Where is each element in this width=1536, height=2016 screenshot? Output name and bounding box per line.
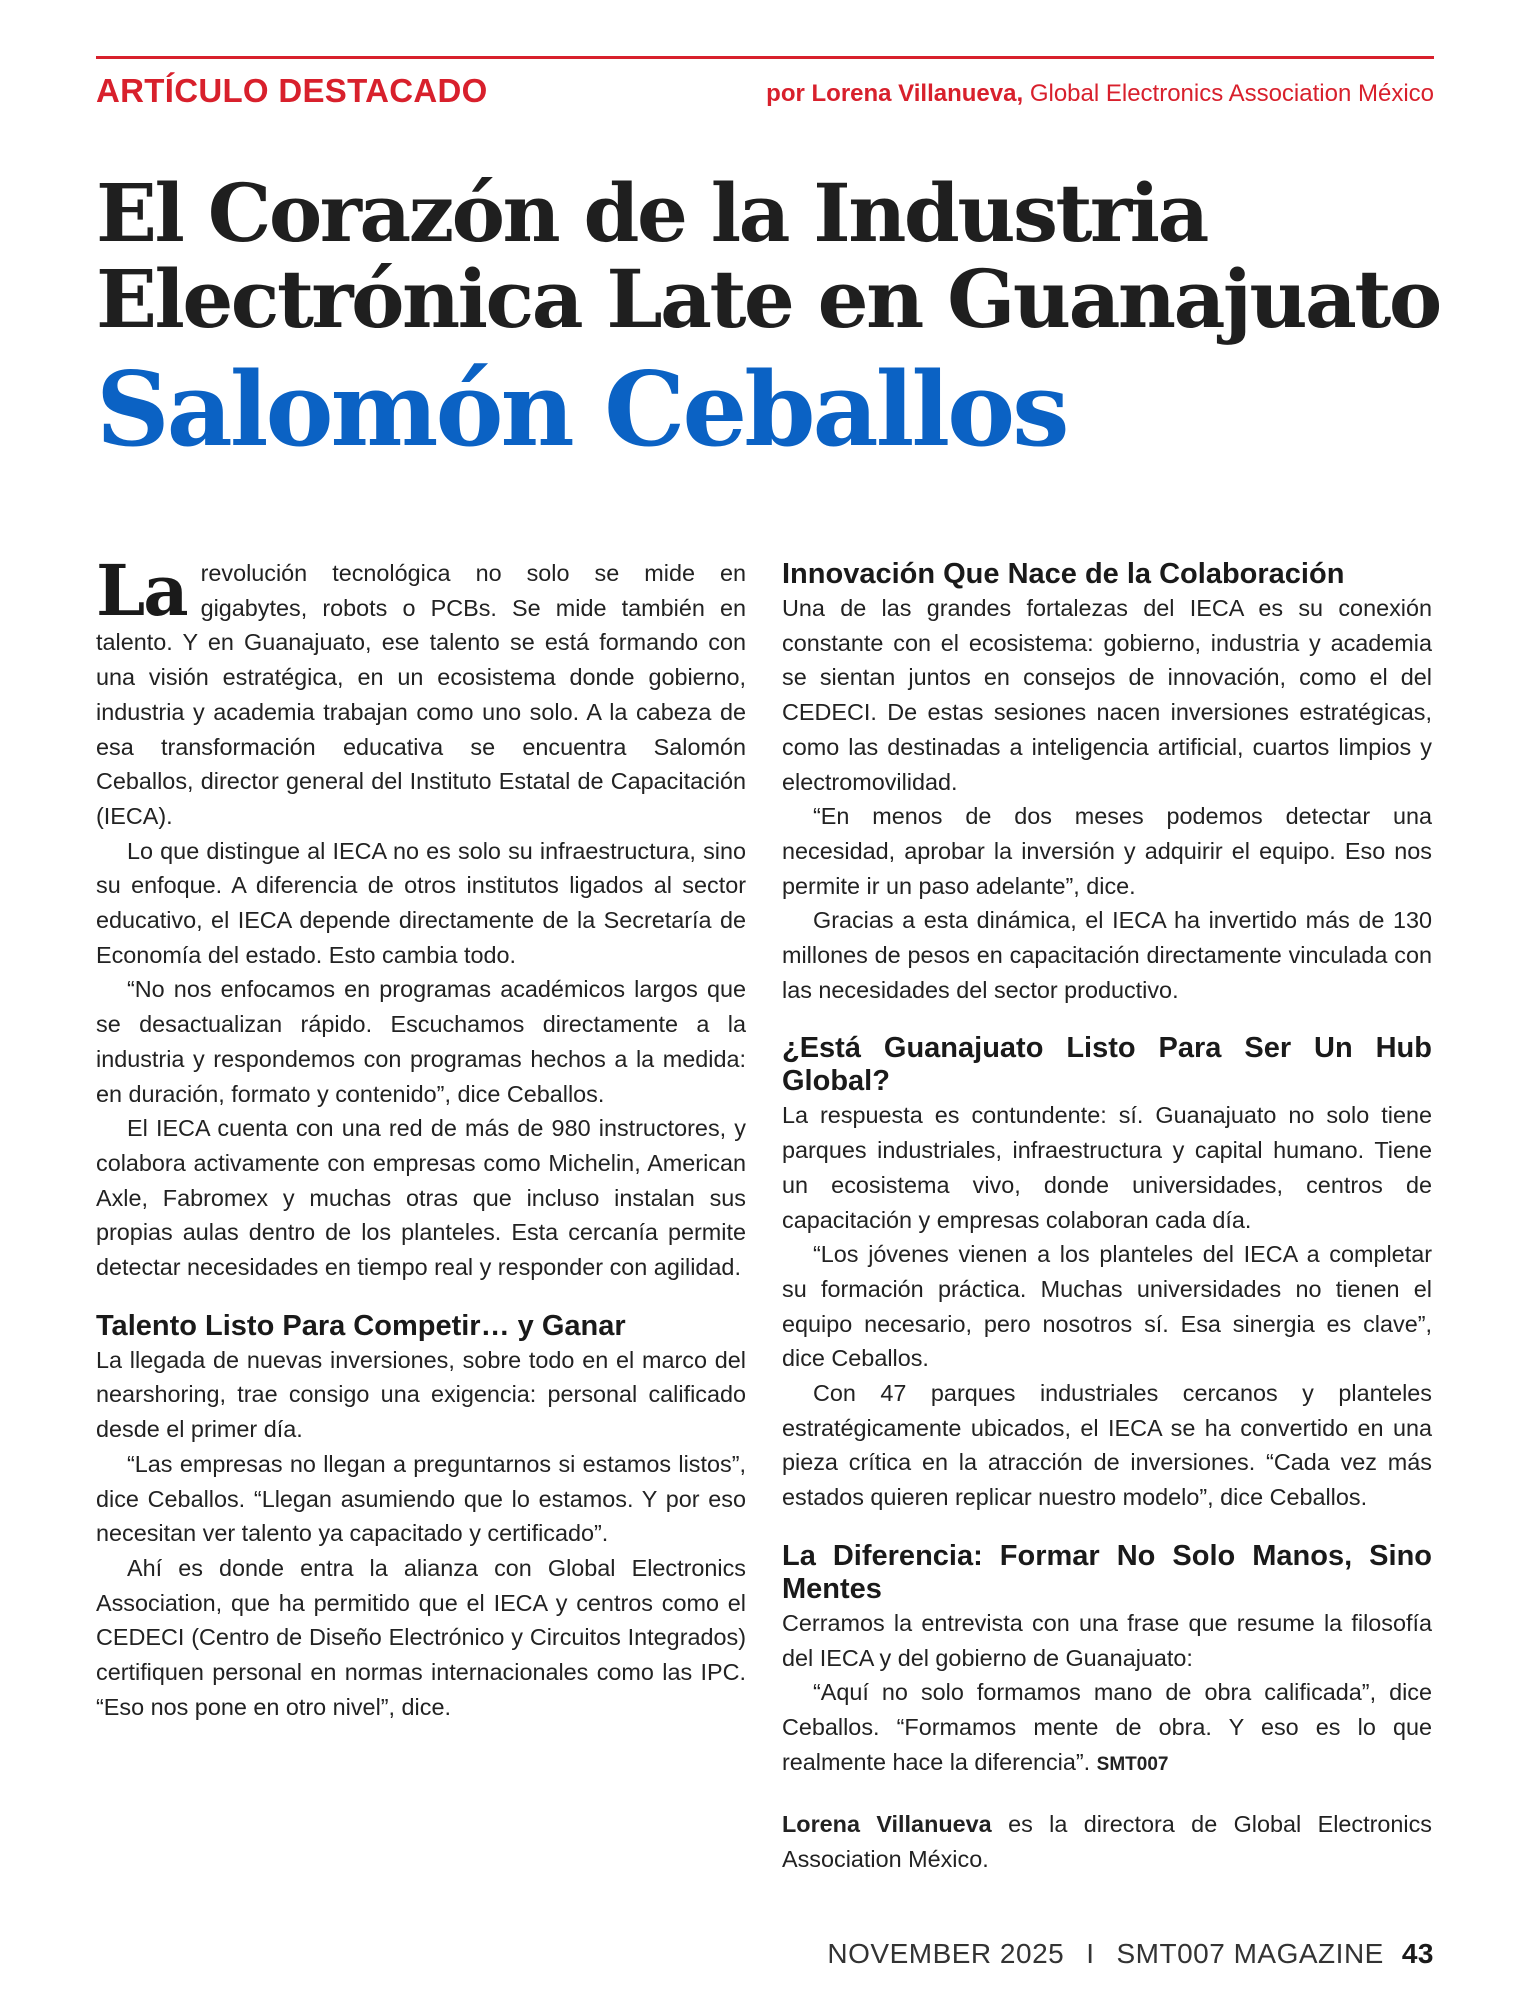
byline-author: por Lorena Villanueva, [766,80,1024,107]
body-paragraph: “No nos enfocamos en programas académicos largos que se desactualizan rápido. Escuchamos directamente a la industria y respondemos con programas hechos a la medida: en duración, formato y contenido”, dice Ceballos. [96,976,746,1107]
article-headline [96,166,1456,346]
headline-line-1: El Corazón de la Industria [96,166,1207,260]
intro-text: revolución tecnológica no solo se mide en gigabytes, robots o PCBs. Se mide también en talento. Y en Guanajuato, ese talento se está formando con una visión estratégica, en un ecosistema donde gobierno, industria y academia trabajan como uno solo. A la cabeza de esa transformación educativa se encuentra Salomón Ceballos, director general del Instituto Estatal de Capacitación (IECA). [96,560,746,829]
body-paragraph: Cerramos la entrevista con una frase que resume la filosofía del IECA y del gobierno de Guanajuato: [782,1609,1432,1671]
body-paragraph [782,1675,1432,1782]
body-paragraph: “Las empresas no llegan a preguntarnos si estamos listos”, dice Ceballos. “Llegan asumiendo que lo estamos. Y por eso necesitan ver talento ya capacitado y certificado”. [96,1450,746,1547]
drop-cap: La [96,549,187,632]
footer-magazine: SMT007 MAGAZINE [1116,1938,1384,1969]
closing-quote: “Aquí no solo formamos mano de obra calificada”, dice Ceballos. “Formamos mente de obra. Y eso es lo que realmente hace la diferencia”. [782,1679,1432,1775]
body-paragraph: “Los jóvenes vienen a los planteles del IECA a completar su formación práctica. Muchas universidades no tienen el equipo necesario, pero nosotros sí. Esa sinergia es clave”, dice Ceballos. [782,1241,1432,1372]
page-footer [827,1938,1434,1970]
footer-issue: NOVEMBER 2025 [827,1938,1065,1969]
headline-line-2: Electrónica Late en Guanajuato [96,252,1440,346]
section-heading: Talento Listo Para Competir… y Ganar [96,1309,626,1342]
bio-name: Lorena Villanueva [782,1811,992,1838]
body-paragraph: Gracias a esta dinámica, el IECA ha invertido más de 130 millones de pesos en capacitación directamente vinculada con las necesidades del sector productivo. [782,907,1432,1003]
byline [766,80,1434,108]
intro-paragraph [96,549,746,834]
body-paragraph: La respuesta es contundente: sí. Guanajuato no solo tiene parques industriales, infraestructura y capital humano. Tiene un ecosistema vivo, donde universidades, centros de capacitación y empresas colaboran cada día. [782,1102,1432,1233]
section-kicker: ARTÍCULO DESTACADO [96,72,488,109]
body-paragraph: “En menos de dos meses podemos detectar una necesidad, aprobar la inversión y adquirir el equipo. Eso nos permite ir un paso adelante”, dice. [782,803,1432,899]
section-heading: ¿Está Guanajuato Listo Para Ser Un Hub Global? [782,1032,1432,1098]
body-paragraph: Lo que distingue al IECA no es solo su infraestructura, sino su enfoque. A diferencia de otros institutos ligados al sector educativo, el IECA depende directamente de la Secretaría de Economía del estado. Esto cambia todo. [96,837,746,968]
footer-separator: I [1086,1938,1095,1969]
right-column [782,558,1432,1877]
byline-org: Global Electronics Association México [1029,80,1434,107]
bio-text: es la directora de Global Electronics Association México. [782,1811,1432,1873]
body-paragraph: Con 47 parques industriales cercanos y planteles estratégicamente ubicados, el IECA se ha convertido en una pieza crítica en la atracción de inversiones. “Cada vez más estados quieren replicar nuestro modelo”, dice Ceballos. [782,1380,1432,1511]
end-tag: SMT007 [1096,1753,1169,1775]
body-paragraph: Una de las grandes fortalezas del IECA es su conexión constante con el ecosistema: gobierno, industria y academia se sientan juntos en consejos de innovación, como el del CEDECI. De estas sesiones nacen inversiones estratégicas, como las destinadas a inteligencia artificial, cuartos limpios y electromovilidad. [782,595,1432,795]
left-column [96,549,746,1725]
author-bio [782,1807,1432,1876]
body-paragraph: La llegada de nuevas inversiones, sobre todo en el marco del nearshoring, trae consigo una exigencia: personal calificado desde el primer día. [96,1346,746,1443]
body-paragraph: Ahí es donde entra la alianza con Global Electronics Association, que ha permitido que el IECA y centros como el CEDECI (Centro de Diseño Electrónico y Circuitos Integrados) certifiquen personal en normas internacionales como las IPC. “Eso nos pone en otro nivel”, dice. [96,1554,746,1720]
section-heading: Innovación Que Nace de la Colaboración [782,558,1345,590]
section-heading: La Diferencia: Formar No Solo Manos, Sino Mentes [782,1539,1432,1605]
header-rule [96,56,1434,59]
body-paragraph: El IECA cuenta con una red de más de 980 instructores, y colabora activamente con empresas como Michelin, American Axle, Fabromex y muchas otras que incluso instalan sus propias aulas dentro de los planteles. Esta cercanía permite detectar necesidades en tiempo real y responder con agilidad. [96,1115,746,1281]
page-number: 43 [1401,1938,1434,1969]
article-subject: Salomón Ceballos [96,350,1067,470]
